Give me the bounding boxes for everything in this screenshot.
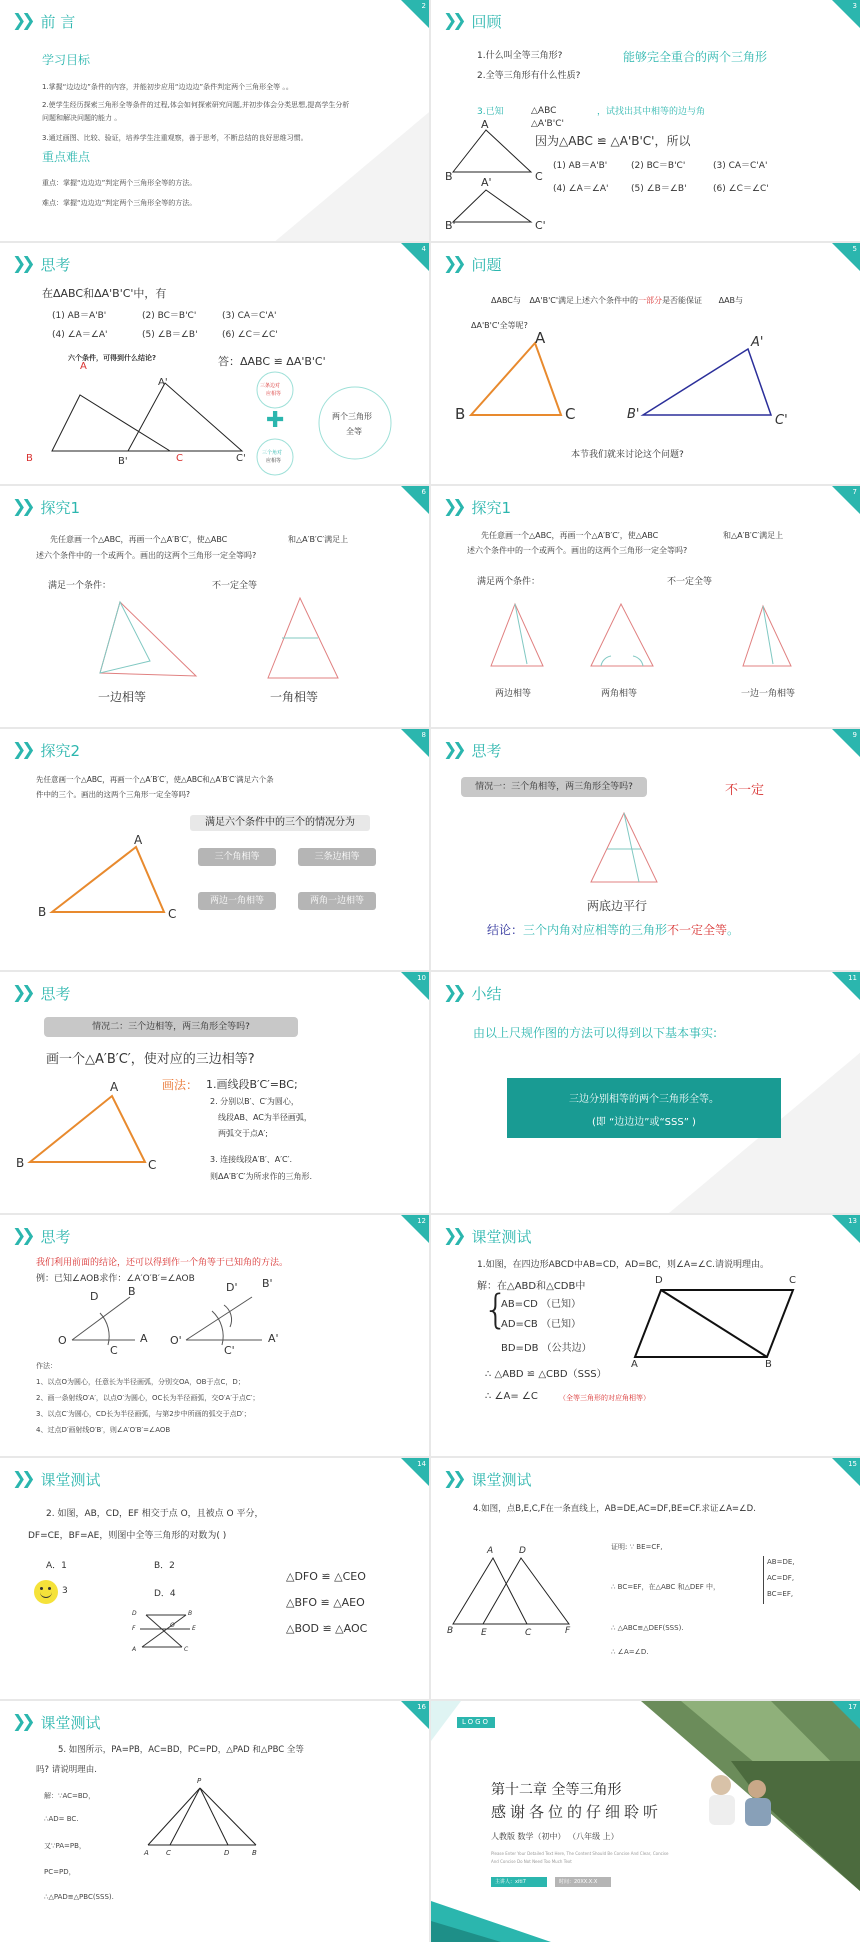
step-4: 则ΔA′B′C′为所求作的三角形. xyxy=(210,1172,313,1181)
english-2: And Concise Do Not Need Too Much Text xyxy=(491,1859,572,1864)
label-a-prime: A' xyxy=(268,1332,279,1345)
sol-4: PC=PD， xyxy=(44,1868,76,1876)
p1e: ΔAB与 xyxy=(718,296,744,305)
plus-icon: ✚ xyxy=(266,408,285,433)
slide-header xyxy=(12,10,75,32)
problem-5a: 5. 如图所示，PA=PB，AC=BD，PC=PD，△PAD 和△PBC 全等 xyxy=(58,1745,304,1755)
task-1b: 和△A′B′C′满足上 xyxy=(723,531,784,540)
sol-1: 解：∵AC=BD， xyxy=(44,1792,96,1800)
chevron-icon: ❯❯ xyxy=(443,1469,462,1489)
cond-6: (6) ∠C＝∠C' xyxy=(222,330,278,340)
page-number: 9 xyxy=(852,731,857,739)
triangle-outer xyxy=(591,813,657,882)
triangle-figure xyxy=(0,729,429,970)
line-pd xyxy=(200,1788,228,1845)
question-2: 2.全等三角形有什么性质? xyxy=(477,71,581,81)
page-number: 4 xyxy=(421,245,426,253)
page-number: 17 xyxy=(848,1703,857,1711)
cond-4: (4) ∠A＝∠A' xyxy=(52,330,108,340)
page-number: 2 xyxy=(421,2,426,10)
label-c: C xyxy=(565,405,576,423)
label-c: C xyxy=(176,453,183,464)
conclusion-label: 结论： xyxy=(487,923,524,937)
proof-1: 证明: ∵ BE=CF, xyxy=(611,1543,663,1551)
triangle-3-side xyxy=(763,606,773,664)
task-2: 件中的三个。画出的这两个三角形一定全等吗? xyxy=(36,790,190,799)
goal-3: 3.通过画图、比较、验证，培养学生注重观察，善于思考，不断总结的良好思维习惯。 xyxy=(42,134,308,142)
task-2: 述六个条件中的一个或两个。画出的这两个三角形一定全等吗? xyxy=(467,546,688,555)
triangle-abc xyxy=(453,1558,527,1624)
slide-15[interactable] xyxy=(431,1458,860,1699)
arc-c2d2 xyxy=(212,1305,232,1345)
answer: 答：ΔABC ≌ ΔA'B'C' xyxy=(218,355,326,368)
problem-line-2: ΔA'B'C'全等呢? xyxy=(471,321,528,330)
label-two-sides: 两边相等 xyxy=(495,689,532,699)
eq-3: BD=DB （公共边） xyxy=(501,1343,592,1354)
label-d: D xyxy=(655,1275,663,1286)
label-b: B xyxy=(455,405,466,423)
bg-shape xyxy=(217,98,429,241)
step-3: 3. 连接线段A′B′、A′C′. xyxy=(210,1155,293,1164)
chevron-icon: ❯❯ xyxy=(12,1712,31,1732)
label-b: B xyxy=(128,1285,136,1298)
triangle-a2b2c2 xyxy=(453,190,531,222)
step-2b: 线段AB、AC为半径画弧， xyxy=(218,1113,312,1122)
step-4: 4、过点D′画射线O′B′，则∠A′O′B′=∠AOB xyxy=(36,1426,171,1434)
overlap-triangles xyxy=(0,243,429,484)
option-c[interactable]: 3 xyxy=(62,1586,68,1596)
slide-title: 探究1 xyxy=(40,498,81,517)
step-2c: 两弧交于点A′; xyxy=(218,1129,268,1138)
label-d: D xyxy=(224,1849,230,1857)
english-1: Please Enter Your Detailed Text Here, The Content Should Be Concise And Clear, Concise xyxy=(491,1851,669,1856)
chapter-title: 第十二章 全等三角形 xyxy=(491,1782,622,1798)
three-sides-a: 三条边对 xyxy=(260,383,281,389)
answer-1: 能够完全重合的两个三角形 xyxy=(623,50,768,64)
chevron-icon: ❯❯ xyxy=(443,983,462,1003)
label-a-prime: A' xyxy=(158,377,168,388)
slide-3[interactable] xyxy=(431,0,860,241)
answer-2: △BFO ≌ △AEO xyxy=(286,1596,365,1609)
task-2: 述六个条件中的一个或两个。画出的这两个三角形一定全等吗? xyxy=(36,551,257,560)
label-c-prime: C' xyxy=(224,1344,235,1357)
triangle-figure xyxy=(0,1701,429,1942)
slide-header xyxy=(443,982,502,1004)
label-b: B xyxy=(447,1626,454,1636)
cond-3: (3) CA＝C'A' xyxy=(222,311,277,321)
step-2a: 2. 分别以B′、C′为圆心， xyxy=(210,1097,299,1106)
label-one-angle: 一角相等 xyxy=(270,690,319,704)
slide-title: 课堂测试 xyxy=(471,1470,532,1489)
case-three-angles[interactable]: 三个角相等 xyxy=(198,848,276,866)
triangle-1b xyxy=(100,602,150,673)
label-c-prime: C' xyxy=(775,413,788,428)
task-1a: 先任意画一个△ABC，再画一个△A′B′C′，使△ABC xyxy=(481,531,659,540)
result-label: 不一定全等 xyxy=(212,581,258,591)
label-c: C xyxy=(148,1158,157,1172)
result-5: (5) ∠B＝∠B' xyxy=(631,184,687,194)
label-f: F xyxy=(132,1625,136,1632)
slide-6[interactable] xyxy=(0,486,429,727)
conclusion-1: ∴ △ABD ≌ △CBD（SSS） xyxy=(485,1369,607,1380)
slide-14[interactable] xyxy=(0,1458,429,1699)
summary-heading: 由以上尺规作图的方法可以得到以下基本事实: xyxy=(473,1026,718,1040)
photo-dark xyxy=(731,1761,860,1891)
because-text: 因为△ABC ≌ △A'B'C'，所以 xyxy=(535,134,691,148)
intro-red: 我们利用前面的结论，还可以得到作一个角等于已知角的方法。 xyxy=(36,1258,289,1268)
case-two-sides-angle[interactable]: 两边一角相等 xyxy=(198,892,276,910)
page-number: 3 xyxy=(852,2,857,10)
triangle-3 xyxy=(743,606,791,666)
proof-2: ∴ BC=EF，在△ABC 和△DEF 中， xyxy=(611,1583,720,1591)
label-f: F xyxy=(565,1626,571,1636)
key-1: 重点：掌握“边边边”判定两个三角形全等的方法。 xyxy=(42,179,197,187)
chevron-icon: ❯❯ xyxy=(443,11,462,31)
proof-3: ∴ △ABC≌△DEF(SSS). xyxy=(611,1624,684,1632)
chevron-icon: ❯❯ xyxy=(12,1469,31,1489)
label-c-prime: C' xyxy=(535,219,546,232)
person-1-body xyxy=(709,1795,735,1825)
triangle-figure xyxy=(0,972,429,1213)
triangle-abc xyxy=(52,847,164,912)
label-one-side: 一边相等 xyxy=(98,690,147,704)
slide-9[interactable] xyxy=(431,729,860,970)
conclusion-red: 不一定全等 xyxy=(667,923,728,937)
cross-2 xyxy=(142,1615,186,1647)
p1b: ΔA'B'C'满足上述六个条件中的 xyxy=(529,296,639,305)
chevron-icon: ❯❯ xyxy=(12,497,31,517)
angle-arcs xyxy=(601,656,643,666)
label-p: P xyxy=(197,1777,202,1785)
three-angles-a: 三个角对 xyxy=(262,450,283,456)
chevron-icon: ❯❯ xyxy=(443,254,462,274)
page-number: 15 xyxy=(848,1460,857,1468)
label-c: C xyxy=(110,1344,118,1357)
result-3: (3) CA＝C'A' xyxy=(713,161,768,171)
logo-badge: LOGO xyxy=(457,1717,495,1728)
problem-4: 4.如图，点B,E,C,F在一条直线上，AB=DE,AC=DF,BE=CF.求证∠A=∠D. xyxy=(473,1504,756,1514)
label-c: C xyxy=(525,1628,532,1638)
proof-4: ∴ ∠A=∠D. xyxy=(611,1648,649,1656)
triangle-1-side xyxy=(515,604,527,664)
option-a[interactable]: A．1 xyxy=(46,1561,67,1571)
cond-1: (1) AB＝A'B' xyxy=(52,311,107,321)
chevron-icon: ❯❯ xyxy=(443,1226,462,1246)
result-2: (2) BC＝B'C' xyxy=(631,161,686,171)
method-label: 作法： xyxy=(36,1362,57,1370)
slide-title: 探究1 xyxy=(471,498,512,517)
task-1: 先任意画一个△ABC，再画一个△A′B′C′，使△ABC和△A′B′C′满足六个条 xyxy=(36,775,274,784)
result-label: 不一定全等 xyxy=(667,577,713,587)
label-b-prime: B' xyxy=(445,219,456,232)
label-b: B xyxy=(252,1849,257,1857)
method-label: 画法： xyxy=(162,1078,199,1092)
page-number: 10 xyxy=(417,974,426,982)
result-6: (6) ∠C＝∠C' xyxy=(713,184,769,194)
subtitle: 人教版 数学（初中） （八年级 上） xyxy=(491,1832,619,1841)
triangle-a2b2c2 xyxy=(128,383,242,451)
step-1: 1.画线段B′C′=BC; xyxy=(206,1078,298,1091)
slide-title: 思考 xyxy=(40,1227,71,1246)
slide-5[interactable] xyxy=(431,243,860,484)
chevron-icon: ❯❯ xyxy=(443,497,462,517)
cond-2: (2) BC＝B'C' xyxy=(142,311,197,321)
option-d[interactable]: D．4 xyxy=(154,1589,176,1599)
conclusion-text: 三个内角对应相等的三角形 xyxy=(523,923,668,937)
step-2: 2、画一条射线O′A′，以点O′为圆心，OC长为半径画弧，交O′A′于点C′； xyxy=(36,1394,260,1402)
slide-11[interactable] xyxy=(431,972,860,1213)
slide-16[interactable] xyxy=(0,1701,429,1942)
label-a-prime: A' xyxy=(481,176,492,189)
slide-title: 课堂测试 xyxy=(471,1227,532,1246)
cond-3: BC=EF, xyxy=(767,1590,794,1598)
result-1: (1) AB＝A'B' xyxy=(553,161,608,171)
result-4: (4) ∠A＝∠A' xyxy=(553,184,609,194)
p1c: 一部分 xyxy=(638,296,663,305)
step-3: 3、以点C′为圆心，CD长为半径画弧，与第2步中所画的弧交于点D′； xyxy=(36,1410,251,1418)
example: 例：已知∠AOB求作：∠A′O′B′=∠AOB xyxy=(36,1274,195,1284)
page-number: 8 xyxy=(421,731,426,739)
slide-title: 前 言 xyxy=(40,12,76,31)
presenter-tag: 主讲人：xiti7 xyxy=(491,1877,547,1887)
label-a: A xyxy=(80,361,87,372)
question-3c: △A'B'C' xyxy=(531,119,564,129)
eq-2: AD=CB （已知） xyxy=(501,1319,581,1330)
slide-12[interactable] xyxy=(0,1215,429,1456)
brace-line xyxy=(763,1556,766,1604)
inner-line xyxy=(624,813,639,882)
label-e: E xyxy=(192,1625,196,1632)
person-2-head xyxy=(748,1780,766,1798)
slide-10[interactable] xyxy=(0,972,429,1213)
case-two-angles-side[interactable]: 两角一边相等 xyxy=(298,892,376,910)
label-b-prime: B' xyxy=(118,456,128,467)
slide-title: 思考 xyxy=(471,741,502,760)
case-three-sides[interactable]: 三条边相等 xyxy=(298,848,376,866)
label-c: C xyxy=(789,1275,796,1286)
answer-1: △DFO ≌ △CEO xyxy=(286,1570,366,1583)
chevron-icon: ❯❯ xyxy=(12,254,31,274)
sol-2: ∴AD= BC. xyxy=(44,1815,79,1823)
label-c: C xyxy=(184,1646,189,1653)
chevron-icon: ❯❯ xyxy=(12,11,31,31)
condition-label: 满足两个条件： xyxy=(477,577,541,587)
bottom-text: 本节我们就来讨论这个问题? xyxy=(571,450,684,460)
slide-8[interactable] xyxy=(0,729,429,970)
question-1: 1.什么叫全等三角形? xyxy=(477,51,563,61)
thanks-title: 感谢各位的仔细聆听 xyxy=(491,1803,663,1821)
conclusion-2: ∴ ∠A= ∠C xyxy=(485,1391,538,1402)
triangle-2 xyxy=(591,604,653,666)
cond-5: (5) ∠B＝∠B' xyxy=(142,330,198,340)
label-d-prime: D' xyxy=(226,1281,238,1294)
label-b: B xyxy=(38,905,47,919)
label-b: B xyxy=(765,1359,772,1370)
slide-title: 课堂测试 xyxy=(40,1470,101,1489)
key-heading: 重点难点 xyxy=(42,150,91,164)
person-2-body xyxy=(745,1798,771,1826)
page-number: 12 xyxy=(417,1217,426,1225)
triangles-figure xyxy=(431,0,860,241)
triangle-a2b2c2-blue xyxy=(643,349,771,415)
label-a: A xyxy=(535,329,546,347)
problem-2a: 2. 如图，AB，CD，EF 相交于点 O，且被点 O 平分， xyxy=(46,1509,264,1519)
slide-title: 思考 xyxy=(40,984,71,1003)
label-a: A xyxy=(132,1646,137,1653)
chevron-icon: ❯❯ xyxy=(12,1226,31,1246)
line-pb xyxy=(200,1788,256,1845)
problem-2b: DF=CE，BF=AE，则图中全等三角形的对数为( ) xyxy=(28,1531,227,1541)
note-parallel: 两底边平行 xyxy=(587,899,648,913)
slide-title: 回顾 xyxy=(471,12,502,31)
slide-title: 问题 xyxy=(471,255,502,274)
parallelogram-figure xyxy=(431,1215,860,1456)
label-d: D xyxy=(132,1610,137,1617)
label-o: O xyxy=(170,1622,175,1629)
triangle-abc xyxy=(453,130,531,172)
p1a: ΔABC与 xyxy=(491,296,521,305)
page-number: 5 xyxy=(852,245,857,253)
triangle-def xyxy=(483,1558,569,1624)
label-e: E xyxy=(481,1628,487,1638)
chevron-icon: ❯❯ xyxy=(443,740,462,760)
case-two-box: 情况二：三个边相等，两三角形全等吗? xyxy=(44,1017,298,1037)
question: 六个条件，可得到什么结论? xyxy=(68,354,157,362)
page-number: 13 xyxy=(848,1217,857,1225)
circle-congruent xyxy=(319,387,391,459)
ray-o2b2 xyxy=(186,1297,252,1340)
brace-icon: { xyxy=(483,1287,509,1333)
label-b: B xyxy=(445,170,453,183)
three-angles-b: 应相等 xyxy=(266,458,282,464)
label-two-angles: 两角相等 xyxy=(601,689,638,699)
label-c: C xyxy=(535,170,543,183)
person-1-head xyxy=(711,1775,731,1795)
label-b: B xyxy=(26,453,33,464)
goal-2b: 问题和解决问题的能力 。 xyxy=(42,114,122,122)
label-o-prime: O' xyxy=(170,1334,182,1347)
label-b: B xyxy=(188,1610,193,1617)
page-number: 16 xyxy=(417,1703,426,1711)
label-b-prime: B' xyxy=(627,407,640,422)
eq-1: AB=CD （已知） xyxy=(501,1299,581,1310)
sol-3: 又∵PA=PB， xyxy=(44,1842,86,1850)
intro-text: 在ΔABC和ΔA'B'C'中，有 xyxy=(42,287,167,300)
label-a: A xyxy=(631,1359,638,1370)
conclusion xyxy=(487,921,739,938)
label-a-prime: A' xyxy=(751,335,764,350)
question-3a: 3.已知 xyxy=(477,107,504,117)
task-1a: 先任意画一个△ABC，再画一个△A′B′C′，使△ABC xyxy=(50,535,228,544)
page-number: 7 xyxy=(852,488,857,496)
task-1b: 和△A′B′C′满足上 xyxy=(288,535,349,544)
chevron-icon: ❯❯ xyxy=(12,983,31,1003)
question-3b: △ABC xyxy=(531,106,557,116)
triangle-abc xyxy=(30,1096,145,1162)
question-3d: ，试找出其中相等的边与角 xyxy=(597,107,706,117)
triangle-abc-orange xyxy=(471,343,561,415)
summary-line-2: (即 “边边边”或“SSS” ) xyxy=(592,1117,696,1128)
label-a: A xyxy=(134,833,143,847)
answer-3: △BOD ≌ △AOC xyxy=(286,1622,368,1635)
cond-2: AC=DF, xyxy=(767,1574,795,1582)
conclusion-end: 。 xyxy=(727,923,740,937)
label-a: A xyxy=(110,1080,119,1094)
congruent-1: 两个三角形 xyxy=(332,412,372,421)
step-1: 1、以点O为圆心，任意长为半径画弧，分别交OA，OB于点C，D； xyxy=(36,1378,245,1386)
answer-not-necessarily: 不一定 xyxy=(725,783,765,798)
slide-2[interactable] xyxy=(0,0,429,241)
option-b[interactable]: B．2 xyxy=(154,1561,175,1571)
triangles-figure xyxy=(0,486,429,727)
slide-7[interactable] xyxy=(431,486,860,727)
p1d: 是否能保证 xyxy=(662,296,703,305)
congruent-2: 全等 xyxy=(346,427,362,436)
label-side-angle: 一边一角相等 xyxy=(741,689,796,699)
goal-2a: 2.使学生经历探索三角形全等条件的过程,体会如何探索研究问题,并初步体会分类思想,提高学生分析 xyxy=(42,101,350,109)
triangles-figure xyxy=(431,1458,860,1699)
page-number: 14 xyxy=(417,1460,426,1468)
goal-1: 1.掌握“边边边”条件的内容，并能初步应用“边边边”条件判定两个三角形全等 。。 xyxy=(42,83,293,91)
summary-box xyxy=(507,1078,781,1138)
label-c-prime: C' xyxy=(236,453,246,464)
label-a: A xyxy=(487,1546,494,1556)
slide-title: 小结 xyxy=(471,984,502,1003)
ray-ob xyxy=(72,1297,130,1340)
page-number: 11 xyxy=(848,974,857,982)
triangle-abc xyxy=(52,395,170,451)
slide-17[interactable] xyxy=(431,1701,860,1942)
label-d: D xyxy=(519,1546,526,1556)
goal-heading: 学习目标 xyxy=(42,53,91,67)
label-c: C xyxy=(168,907,177,921)
sol-5: ∴△PAD≌△PBC(SSS). xyxy=(44,1893,114,1901)
cond-1: AB=DE, xyxy=(767,1558,795,1566)
case-one-box: 情况一：三个角相等，两三角形全等吗? xyxy=(461,777,647,797)
slide-13[interactable] xyxy=(431,1215,860,1456)
slide-4[interactable] xyxy=(0,243,429,484)
label-o: O xyxy=(58,1334,67,1347)
triangle-1 xyxy=(100,602,196,676)
slide-title: 探究2 xyxy=(40,741,81,760)
label-a: A xyxy=(481,118,489,131)
label-a: A xyxy=(140,1332,148,1345)
chevron-icon: ❯❯ xyxy=(12,740,31,760)
label-c: C xyxy=(166,1849,171,1857)
summary-line-1: 三边分别相等的两个三角形全等。 xyxy=(569,1094,719,1105)
hourglass-figure xyxy=(0,1458,429,1699)
slide-title: 课堂测试 xyxy=(40,1713,101,1732)
key-2: 难点：掌握“边边边”判定两个三角形全等的方法。 xyxy=(42,199,197,207)
diagonal-bd xyxy=(661,1290,767,1357)
page-number: 6 xyxy=(421,488,426,496)
label-b: B xyxy=(16,1156,25,1170)
condition-label: 满足一个条件： xyxy=(48,581,112,591)
draw-prompt: 画一个△A′B′C′，使对应的三边相等? xyxy=(46,1052,255,1067)
cases-heading: 满足六个条件中的三个的情况分为 xyxy=(190,815,370,831)
label-a: A xyxy=(144,1849,149,1857)
date-tag: 时间：20XX.X.X xyxy=(555,1877,611,1887)
slide-title: 思考 xyxy=(40,255,71,274)
conclusion-note: （全等三角形的对应角相等） xyxy=(559,1394,650,1402)
problem-1: 1.如图，在四边形ABCD中AB=CD，AD=BC，则∠A=∠C.请说明理由。 xyxy=(477,1260,769,1270)
label-b-prime: B' xyxy=(262,1277,273,1290)
label-d: D xyxy=(90,1290,99,1303)
three-sides-b: 应相等 xyxy=(266,391,282,397)
solution-intro: 解：在△ABD和△CDB中 xyxy=(477,1281,586,1292)
problem-5b: 吗? 请说明理由. xyxy=(36,1765,97,1775)
